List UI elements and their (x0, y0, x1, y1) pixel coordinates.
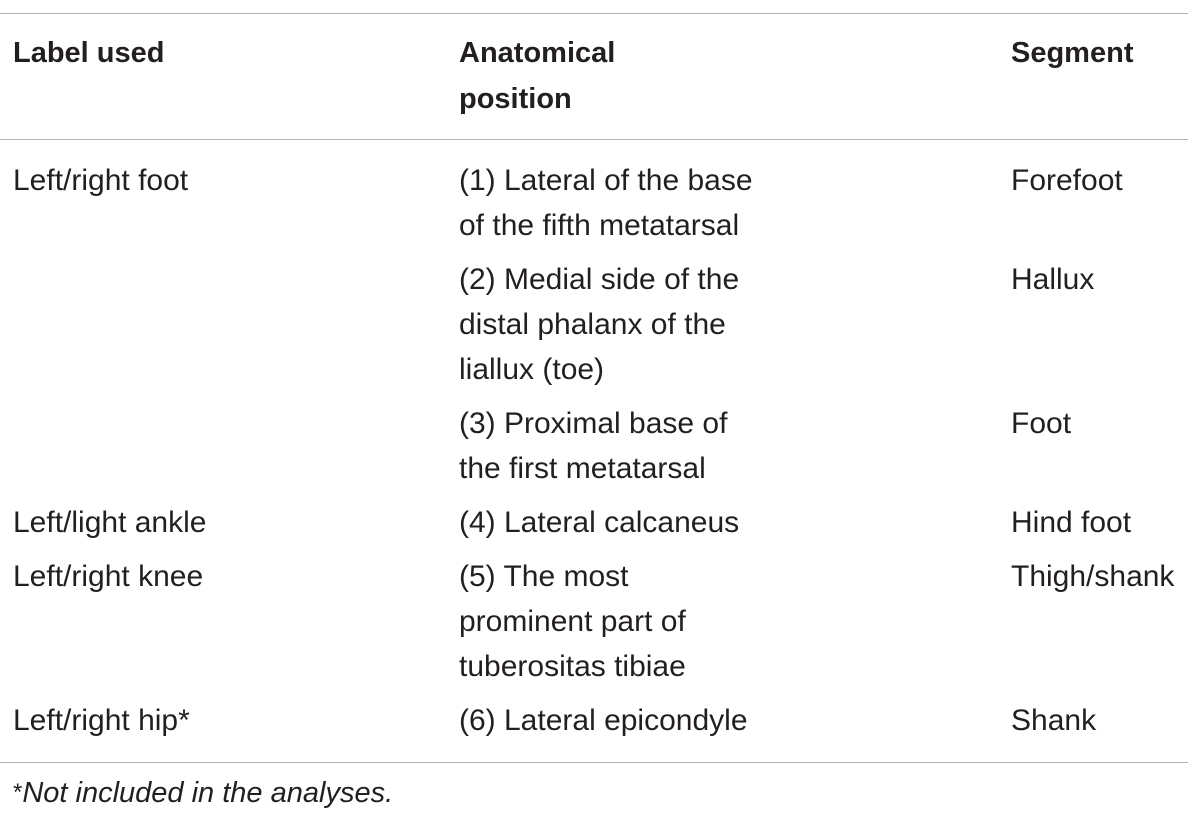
row-6-segment: Shank (1011, 704, 1097, 737)
table-footnote (13, 772, 393, 814)
row-4-position: (4) Lateral calcaneus (459, 506, 740, 539)
row-3-position: (3) Proximal base of the first metatarsal (459, 407, 728, 485)
row-5-segment: Thigh/shank (1011, 560, 1175, 593)
row-5-label: Left/right knee (13, 560, 204, 593)
row-2-position: (2) Medial side of the distal phalanx of the liallux (toe) (459, 263, 740, 386)
row-1-segment: Forefoot (1011, 164, 1123, 197)
footnote-text: Not included in the analyses. (22, 777, 394, 809)
row-1-label: Left/right foot (13, 164, 189, 197)
row-4-segment: Hind foot (1011, 506, 1132, 539)
header-label-used: Label used (13, 37, 165, 69)
header-bottom-rule (0, 139, 1188, 140)
footnote-marker: * (13, 779, 23, 806)
row-3-segment: Foot (1011, 407, 1072, 440)
table-top-rule (0, 13, 1188, 14)
row-2-segment: Hallux (1011, 263, 1095, 296)
table-bottom-rule (0, 762, 1188, 763)
row-6-label: Left/right hip* (13, 704, 190, 737)
row-6-position: (6) Lateral epicondyle (459, 704, 748, 737)
header-segment: Segment (1011, 37, 1134, 69)
row-5-position: (5) The most prominent part of tuberositas tibiae (459, 560, 686, 683)
row-1-position: (1) Lateral of the base of the fifth metatarsal (459, 164, 753, 242)
row-4-label: Left/light ankle (13, 506, 207, 539)
header-anatomical-position: Anatomical position (459, 37, 616, 115)
